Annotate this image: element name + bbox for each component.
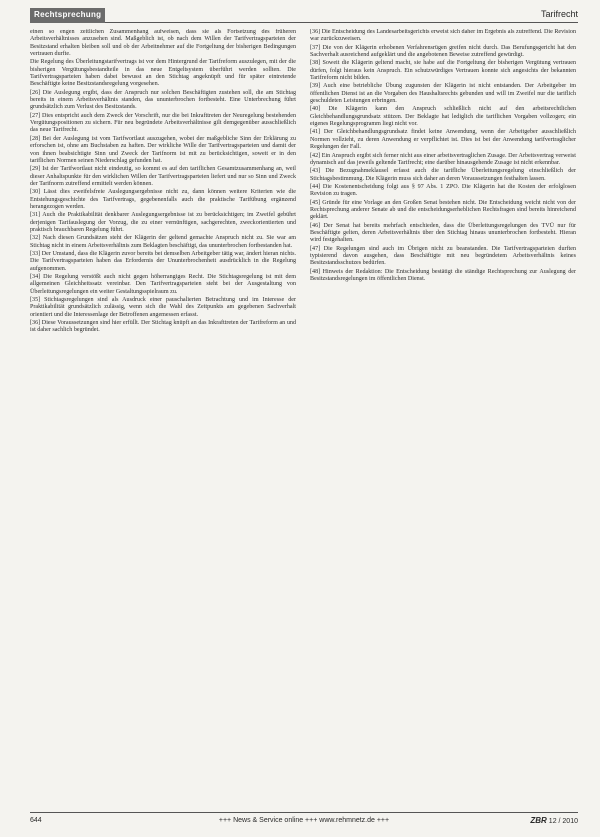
- text-paragraph: [32] Nach diesen Grundsätzen steht der Klägerin der geltend gemachte Anspruch nicht zu. Sie war am Stichtag nicht in einem Arbeitsverhältnis zum Beklagten beschäftigt, das ununterbrochen fortbestanden hat.: [30, 235, 296, 249]
- section-label: Rechtsprechung: [30, 8, 105, 23]
- text-paragraph: [36] Die Entscheidung des Landesarbeitsgerichts erweist sich daher im Ergebnis als zutreffend. Die Revision war zurückzuweisen.: [310, 29, 576, 43]
- text-paragraph: einen so engen zeitlichen Zusammenhang aufweisen, dass sie als Fortsetzung des früheren Arbeitsverhältnisses anzusehen sind. Maßgeblich ist, ob nach dem Willen der Tarifvertragsparteien der Besitzstand erhalten bleiben soll und ob der Arbeitnehmer auf die Fortgeltung der bisherigen Bedingungen vertrauen durfte.: [30, 29, 296, 58]
- text-paragraph: [33] Der Umstand, dass die Klägerin zuvor bereits bei demselben Arbeitgeber tätig war, ändert hieran nichts. Die Tarifvertragsparteien haben das Erfordernis der Ununterbrochenheit ausdrücklich in die Regelung aufgenommen.: [30, 250, 296, 272]
- text-paragraph: [40] Die Klägerin kann den Anspruch schließlich nicht auf den arbeitsrechtlichen Gleichbehandlungsgrundsatz stützen. Der Beklagte hat lediglich die tariflichen Vorgaben vollzogen; ein eigenes Regelungsprogramm liegt nicht vor.: [310, 106, 576, 128]
- text-paragraph: [26] Die Auslegung ergibt, dass der Anspruch nur solchen Beschäftigten zustehen soll, die am Stichtag bereits in einem Arbeitsverhältnis standen, das ununterbrochen fortbesteht. Eine Unterbrechung führt grundsätzlich zum Verlust des Besitzstands.: [30, 89, 296, 111]
- page-footer: [30, 812, 578, 829]
- text-paragraph: [27] Dies entspricht auch dem Zweck der Vorschrift, nur die bei Inkrafttreten der Neuregelung bestehenden Vergütungspositionen zu sichern. Für neu begründete Arbeitsverhältnisse gilt demgegenüber ausschließlich das neue Tarifrecht.: [30, 112, 296, 134]
- right-column: [310, 29, 576, 807]
- footer-website-link[interactable]: +++ News & Service online +++ www.rehmnetz.de +++: [218, 817, 390, 824]
- section-title: Tarifrecht: [540, 9, 578, 19]
- footer-issue: [530, 814, 578, 829]
- text-paragraph: [28] Bei der Auslegung ist vom Tarifwortlaut auszugehen, wobei der maßgebliche Sinn der Erklärung zu erforschen ist, ohne am Buchstaben zu haften. Der wirkliche Wille der Tarifvertragsparteien und damit der von ihnen beabsichtigte Sinn und Zweck der Tarifnorm ist mit zu berücksichtigen, soweit er in den tariflichen Normen seinen Niederschlag gefunden hat.: [30, 135, 296, 164]
- issue-label: 12 / 2010: [548, 818, 578, 825]
- left-column: [30, 29, 296, 807]
- text-paragraph: [35] Stichtagsregelungen sind als Ausdruck einer pauschalierten Betrachtung und im Interesse der Praktikabilität grundsätzlich zulässig, wenn sich die Wahl des Zeitpunkts am gegebenen Sachverhalt orientiert und die Interessenlage der Betroffenen angemessen erfasst.: [30, 297, 296, 318]
- text-paragraph: [38] Soweit die Klägerin geltend macht, sie habe auf die Fortgeltung der bisherigen Vergütung vertrauen dürfen, folgt hieraus kein Anspruch. Ein schutzwürdiges Vertrauen konnte sich angesichts der bekannten Tarifreform nicht bilden.: [310, 60, 576, 82]
- text-paragraph: [43] Die Bezugnahmeklausel erfasst auch die tarifliche Überleitungsregelung einschließlich der Stichtagsbestimmung. Die Klägerin muss sich daher an deren Voraussetzungen festhalten lassen.: [310, 168, 576, 182]
- text-paragraph: [44] Die Kostenentscheidung folgt aus § 97 Abs. 1 ZPO. Die Klägerin hat die Kosten der erfolglosen Revision zu tragen.: [310, 183, 576, 198]
- page-number: 644: [30, 817, 42, 824]
- text-paragraph: [29] Ist der Tarifwortlaut nicht eindeutig, so kommt es auf den tariflichen Gesamtzusammenhang an, weil dieser Anhaltspunkte für den wirklichen Willen der Tarifvertragsparteien liefert und nur so Sinn und Zweck der Tarifnorm zutreffend ermittelt werden können.: [30, 166, 296, 187]
- page-header: [30, 8, 578, 23]
- text-paragraph: [36] Diese Voraussetzungen sind hier erfüllt. Der Stichtag knüpft an das Inkrafttreten der Tarifreform an und ist daher sachlich begründet.: [30, 320, 296, 334]
- text-paragraph: [30] Lässt dies zweifelsfreie Auslegungsergebnisse nicht zu, dann können weitere Kriterien wie die Entstehungsgeschichte des Tarifvertrags, gegebenenfalls auch die praktische Tarifübung ergänzend herangezogen werden.: [30, 189, 296, 210]
- text-paragraph: [42] Ein Anspruch ergibt sich ferner nicht aus einer arbeitsvertraglichen Zusage. Der Arbeitsvertrag verweist dynamisch auf das jeweils geltende Tarifrecht; eine darüber hinausgehende Zusage ist nicht erkennbar.: [310, 152, 576, 166]
- text-paragraph: [37] Die von der Klägerin erhobenen Verfahrensrügen greifen nicht durch. Das Berufungsgericht hat den Sachverhalt ausreichend aufgeklärt und die angebotenen Beweise zutreffend gewürdigt.: [310, 44, 576, 59]
- text-paragraph: Die Regelung des Überleitungstarifvertrags ist vor dem Hintergrund der Tarifreform auszulegen, mit der die bisherigen Vergütungsbestandteile in das neue Entgeltsystem überführt werden sollten. Die Tarifvertragsparteien haben dabei bewusst an den Stichtag angeknüpft und für später eintretende Beschäftigte keine Besitzstandsregelung vorgesehen.: [30, 59, 296, 88]
- text-paragraph: [46] Der Senat hat bereits mehrfach entschieden, dass die Überleitungsregelungen des TVÜ nur für Beschäftigte gelten, deren Arbeitsverhältnis über den Stichtag hinaus ununterbrochen fortbesteht. Hieran wird festgehalten.: [310, 222, 576, 244]
- text-paragraph: [31] Auch die Praktikabilität denkbarer Auslegungsergebnisse ist zu berücksichtigen; im Zweifel gebührt derjenigen Tarifauslegung der Vorzug, die zu einer vernünftigen, sachgerechten, zweckorientierten und praktisch brauchbaren Regelung führt.: [30, 212, 296, 233]
- text-paragraph: [47] Die Regelungen sind auch im Übrigen nicht zu beanstanden. Die Tarifvertragsparteien durften typisierend davon ausgehen, dass Beschäftigte mit neu begründetem Arbeitsverhältnis keines Besitzstandsschutzes bedürfen.: [310, 245, 576, 267]
- text-paragraph: [45] Gründe für eine Vorlage an den Großen Senat bestehen nicht. Die Entscheidung weicht nicht von der Rechtsprechung anderer Senate ab und die entscheidungserheblichen Rechtsfragen sind bereits hinreichend geklärt.: [310, 199, 576, 221]
- text-paragraph: [34] Die Regelung verstößt auch nicht gegen höherrangiges Recht. Die Stichtagsregelung ist mit dem allgemeinen Gleichheitssatz vereinbar. Den Tarifvertragsparteien steht bei der Ausgestaltung von Überleitungsregelungen ein weiter Gestaltungsspielraum zu.: [30, 274, 296, 295]
- text-paragraph: [41] Der Gleichbehandlungsgrundsatz findet keine Anwendung, wenn der Arbeitgeber ausschließlich Normen vollzieht, zu deren Anwendung er verpflichtet ist. Dies ist bei der Anwendung tarifvertraglicher Regelungen der Fall.: [310, 129, 576, 151]
- text-paragraph: [48] Hinweis der Redaktion: Die Entscheidung bestätigt die ständige Rechtsprechung zur Auslegung der Besitzstandsregelungen im öffentlichen Dienst.: [310, 268, 576, 282]
- text-paragraph: [39] Auch eine betriebliche Übung zugunsten der Klägerin ist nicht entstanden. Der Arbeitgeber im öffentlichen Dienst ist an die Vorgaben des Haushaltsrechts gebunden und will im Zweifel nur die tariflich geschuldeten Leistungen erbringen.: [310, 83, 576, 105]
- journal-logo: ZBR: [530, 816, 547, 825]
